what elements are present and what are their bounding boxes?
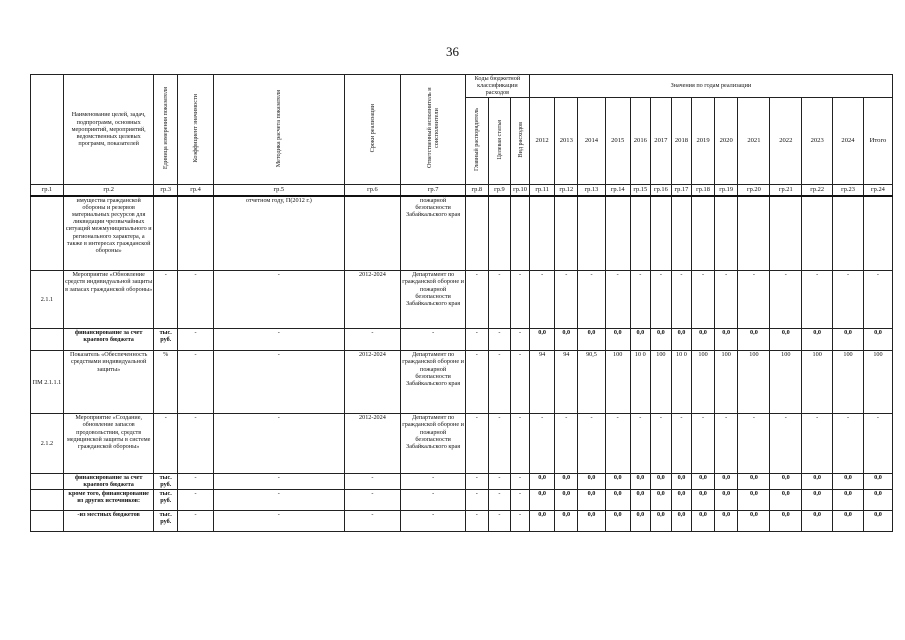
cell-c8: -: [466, 490, 489, 511]
header-col-8: [466, 97, 489, 184]
cell-year-value: [738, 196, 770, 271]
cell-year-value: [833, 196, 864, 271]
cell-year-value: -: [671, 271, 692, 329]
header-col-5-text: Методика расчета показателя: [275, 89, 283, 167]
header-col-4: [178, 75, 214, 185]
cell-c1: [31, 490, 64, 511]
cell-year-value: -: [692, 414, 715, 474]
cell-year-value: 0,0: [863, 329, 892, 351]
cell-year-value: 0,0: [738, 490, 770, 511]
header-col-4-text: Коэффициент значимости: [192, 93, 200, 163]
cell-year-value: 100: [833, 351, 864, 414]
cell-year-value: 100: [802, 351, 833, 414]
cell-year-value: 0,0: [770, 329, 802, 351]
cell-year-value: 0,0: [555, 490, 578, 511]
cell-year-value: -: [714, 271, 738, 329]
cell-c5: -: [214, 414, 345, 474]
cell-c2: -из местных бюджетов: [63, 511, 154, 532]
cell-year-value: -: [630, 271, 651, 329]
cell-c8: -: [466, 474, 489, 490]
cell-year-value: 100: [738, 351, 770, 414]
cell-year-value: -: [692, 271, 715, 329]
cell-year-value: 0,0: [802, 490, 833, 511]
cell-year-value: -: [863, 414, 892, 474]
cell-c10: -: [511, 474, 530, 490]
cell-c3: тыс. руб.: [154, 474, 178, 490]
header-col-10: [511, 97, 530, 184]
cell-c10: [511, 196, 530, 271]
header-budget-codes: Коды бюджетной классификации расходов: [466, 75, 530, 98]
cell-year-value: -: [770, 271, 802, 329]
gr-cell: гр.10: [511, 184, 530, 196]
cell-c1: [31, 196, 64, 271]
cell-year-value: 94: [529, 351, 555, 414]
cell-year-value: -: [833, 414, 864, 474]
cell-year-value: 0,0: [555, 329, 578, 351]
cell-year-value: [770, 196, 802, 271]
gr-cell: гр.24: [863, 184, 892, 196]
cell-c5: -: [214, 329, 345, 351]
gr-cell: гр.19: [714, 184, 738, 196]
cell-c6: -: [344, 329, 401, 351]
cell-c7: пожарной безопасности Забайкальского края: [401, 196, 466, 271]
cell-year-value: [692, 196, 715, 271]
cell-year-value: -: [671, 414, 692, 474]
gr-cell: гр.11: [529, 184, 555, 196]
table-row: [31, 474, 893, 490]
cell-year-value: -: [578, 271, 606, 329]
header-year: 2022: [770, 97, 802, 184]
cell-c2: имущества гражданской обороны и резервов материальных ресурсов для ликвидации чрезвычайных ситуаций межмуниципального и регионального характера, а также в интересах гражданской обороны»: [63, 196, 154, 271]
cell-c3: %: [154, 351, 178, 414]
cell-c1: 2.1.2: [31, 414, 64, 474]
cell-c4: -: [178, 474, 214, 490]
cell-year-value: 100: [692, 351, 715, 414]
cell-c10: -: [511, 414, 530, 474]
cell-year-value: 0,0: [578, 490, 606, 511]
cell-year-value: [555, 196, 578, 271]
cell-year-value: 0,0: [630, 474, 651, 490]
header-col-3: [154, 75, 178, 185]
gr-cell: гр.14: [605, 184, 630, 196]
cell-year-value: 0,0: [630, 511, 651, 532]
gr-cell: гр.22: [802, 184, 833, 196]
cell-year-value: 0,0: [738, 474, 770, 490]
cell-year-value: -: [529, 271, 555, 329]
gr-cell: гр.16: [651, 184, 672, 196]
cell-c6: -: [344, 474, 401, 490]
header-years-title: Значения по годам реализации: [529, 75, 892, 98]
header-year: 2017: [651, 97, 672, 184]
cell-c8: [466, 196, 489, 271]
cell-c4: -: [178, 351, 214, 414]
cell-year-value: [671, 196, 692, 271]
cell-c9: -: [488, 511, 511, 532]
cell-year-value: 0,0: [651, 329, 672, 351]
cell-c7: -: [401, 511, 466, 532]
cell-c9: -: [488, 414, 511, 474]
cell-c1: 2.1.1: [31, 271, 64, 329]
cell-year-value: [863, 196, 892, 271]
cell-c2: финансирование за счет краевого бюджета: [63, 329, 154, 351]
table-body: [31, 196, 893, 532]
cell-c6: -: [344, 490, 401, 511]
cell-year-value: 0,0: [578, 329, 606, 351]
cell-c6: 2012-2024: [344, 351, 401, 414]
cell-year-value: -: [605, 414, 630, 474]
cell-c9: -: [488, 351, 511, 414]
gr-cell: гр.5: [214, 184, 345, 196]
cell-year-value: 100: [714, 351, 738, 414]
cell-year-value: 0,0: [630, 329, 651, 351]
cell-c5: -: [214, 490, 345, 511]
gr-cell: гр.3: [154, 184, 178, 196]
table-header: [31, 75, 893, 196]
cell-year-value: 0,0: [529, 474, 555, 490]
cell-c7: Департамент по гражданской обороне и пожарной безопасности Забайкальского края: [401, 414, 466, 474]
cell-year-value: 0,0: [692, 329, 715, 351]
cell-year-value: -: [651, 271, 672, 329]
cell-year-value: [605, 196, 630, 271]
cell-c3: [154, 196, 178, 271]
gr-cell: гр.12: [555, 184, 578, 196]
gr-cell: гр.21: [770, 184, 802, 196]
cell-c1: ПМ 2.1.1.1: [31, 351, 64, 414]
cell-c9: -: [488, 271, 511, 329]
cell-c1: [31, 474, 64, 490]
cell-year-value: 0,0: [770, 474, 802, 490]
cell-year-value: -: [630, 414, 651, 474]
cell-year-value: 0,0: [833, 490, 864, 511]
cell-c5: -: [214, 271, 345, 329]
program-table: [30, 74, 893, 532]
header-year: 2020: [714, 97, 738, 184]
cell-c10: -: [511, 511, 530, 532]
cell-c1: [31, 511, 64, 532]
cell-year-value: -: [714, 414, 738, 474]
cell-year-value: 94: [555, 351, 578, 414]
cell-year-value: -: [833, 271, 864, 329]
cell-year-value: -: [651, 414, 672, 474]
cell-year-value: 0,0: [863, 474, 892, 490]
gr-cell: гр.20: [738, 184, 770, 196]
cell-c7: Департамент по гражданской обороне и пожарной безопасности Забайкальского края: [401, 351, 466, 414]
cell-year-value: 100: [651, 351, 672, 414]
header-year: 2014: [578, 97, 606, 184]
header-year: 2016: [630, 97, 651, 184]
cell-c4: [178, 196, 214, 271]
header-year: 2018: [671, 97, 692, 184]
cell-c8: -: [466, 414, 489, 474]
cell-year-value: 0,0: [770, 511, 802, 532]
header-col-6-text: Сроки реализации: [368, 103, 376, 153]
cell-c3: -: [154, 414, 178, 474]
cell-c3: тыс. руб.: [154, 490, 178, 511]
gr-cell: гр.6: [344, 184, 401, 196]
cell-year-value: 0,0: [714, 490, 738, 511]
cell-year-value: -: [863, 271, 892, 329]
gr-cell: гр.1: [31, 184, 64, 196]
cell-c9: -: [488, 474, 511, 490]
cell-year-value: 100: [863, 351, 892, 414]
cell-c10: -: [511, 329, 530, 351]
table-row: [31, 329, 893, 351]
header-total: Итого: [863, 97, 892, 184]
cell-year-value: 0,0: [863, 511, 892, 532]
gr-cell: гр.17: [671, 184, 692, 196]
cell-c3: тыс. руб.: [154, 511, 178, 532]
cell-year-value: -: [738, 414, 770, 474]
cell-c6: 2012-2024: [344, 271, 401, 329]
cell-c9: -: [488, 329, 511, 351]
table-row: [31, 271, 893, 329]
cell-year-value: 100: [605, 351, 630, 414]
cell-year-value: -: [802, 414, 833, 474]
gr-cell: гр.8: [466, 184, 489, 196]
gr-cell: гр.23: [833, 184, 864, 196]
header-year: 2024: [833, 97, 864, 184]
cell-c10: -: [511, 490, 530, 511]
cell-year-value: 100: [770, 351, 802, 414]
cell-year-value: [578, 196, 606, 271]
cell-year-value: -: [738, 271, 770, 329]
header-col-7: [401, 75, 466, 185]
cell-year-value: 90,5: [578, 351, 606, 414]
cell-year-value: 0,0: [738, 329, 770, 351]
cell-year-value: [714, 196, 738, 271]
cell-year-value: 0,0: [555, 474, 578, 490]
cell-year-value: 0,0: [863, 490, 892, 511]
cell-year-value: 0,0: [833, 511, 864, 532]
table-row: [31, 351, 893, 414]
header-col-5: [214, 75, 345, 185]
cell-year-value: 0,0: [529, 490, 555, 511]
cell-year-value: 0,0: [714, 474, 738, 490]
cell-c2: кроме того, финансирование из других источников:: [63, 490, 154, 511]
column-number-row: [31, 184, 893, 196]
header-year: 2019: [692, 97, 715, 184]
cell-year-value: -: [605, 271, 630, 329]
cell-year-value: 0,0: [714, 329, 738, 351]
cell-year-value: 0,0: [555, 511, 578, 532]
page-number: 36: [446, 44, 459, 59]
cell-year-value: 0,0: [651, 511, 672, 532]
cell-c4: -: [178, 414, 214, 474]
header-col-9: [488, 97, 511, 184]
cell-year-value: 0,0: [802, 329, 833, 351]
cell-c6: [344, 196, 401, 271]
cell-year-value: 0,0: [605, 329, 630, 351]
gr-cell: гр.18: [692, 184, 715, 196]
gr-cell: гр.2: [63, 184, 154, 196]
cell-c4: -: [178, 271, 214, 329]
cell-year-value: [802, 196, 833, 271]
cell-year-value: 0,0: [671, 511, 692, 532]
cell-year-value: 0,0: [605, 511, 630, 532]
cell-c8: -: [466, 511, 489, 532]
cell-c8: -: [466, 329, 489, 351]
cell-c5: -: [214, 511, 345, 532]
cell-year-value: 0,0: [770, 490, 802, 511]
cell-year-value: -: [555, 414, 578, 474]
cell-c2: Мероприятие «Обновление средств индивидуальной защиты в запасах гражданской обороны»: [63, 271, 154, 329]
cell-year-value: 0,0: [692, 490, 715, 511]
cell-c8: -: [466, 271, 489, 329]
cell-year-value: -: [770, 414, 802, 474]
header-col-1: [31, 75, 64, 185]
header-year: 2023: [802, 97, 833, 184]
header-col-2-text: Наименование целей, задач, подпрограмм, основных мероприятий, мероприятий, ведомственных целевых программ, показателей: [71, 111, 146, 148]
header-col-2: [63, 75, 154, 185]
cell-c1: [31, 329, 64, 351]
cell-year-value: 0,0: [578, 474, 606, 490]
cell-c9: [488, 196, 511, 271]
header-year: 2021: [738, 97, 770, 184]
cell-year-value: 10 0: [671, 351, 692, 414]
gr-cell: гр.9: [488, 184, 511, 196]
cell-year-value: 0,0: [833, 474, 864, 490]
cell-c3: -: [154, 271, 178, 329]
cell-year-value: 0,0: [529, 511, 555, 532]
cell-year-value: 0,0: [802, 474, 833, 490]
cell-year-value: 0,0: [833, 329, 864, 351]
gr-cell: гр.13: [578, 184, 606, 196]
cell-c7: -: [401, 474, 466, 490]
cell-year-value: 0,0: [714, 511, 738, 532]
header-col-8-text: Главный распорядитель: [473, 108, 481, 171]
cell-c8: -: [466, 351, 489, 414]
cell-c4: -: [178, 490, 214, 511]
cell-c6: -: [344, 511, 401, 532]
cell-c2: Мероприятие «Создание, обновление запасов продовольствия, средств медицинской защиты в системе гражданской обороны»: [63, 414, 154, 474]
table-row: [31, 196, 893, 271]
cell-c10: -: [511, 351, 530, 414]
cell-c9: -: [488, 490, 511, 511]
cell-year-value: 0,0: [802, 511, 833, 532]
cell-c4: -: [178, 511, 214, 532]
cell-c5: -: [214, 474, 345, 490]
cell-year-value: 0,0: [692, 511, 715, 532]
cell-c6: 2012-2024: [344, 414, 401, 474]
header-col-9-text: Целевая статья: [495, 119, 503, 160]
header-col-10-text: Вид расходов: [516, 121, 524, 158]
gr-cell: гр.7: [401, 184, 466, 196]
gr-cell: гр.4: [178, 184, 214, 196]
cell-year-value: 0,0: [630, 490, 651, 511]
cell-year-value: 0,0: [692, 474, 715, 490]
header-year: 2015: [605, 97, 630, 184]
header-col-6: [344, 75, 401, 185]
cell-year-value: [651, 196, 672, 271]
cell-year-value: 0,0: [529, 329, 555, 351]
cell-c2: финансирование за счет краевого бюджета: [63, 474, 154, 490]
table-row: [31, 511, 893, 532]
cell-year-value: 0,0: [671, 329, 692, 351]
cell-c4: -: [178, 329, 214, 351]
cell-c5: отчетном году, П(2012 г.): [214, 196, 345, 271]
cell-year-value: 0,0: [671, 474, 692, 490]
table-row: [31, 490, 893, 511]
cell-year-value: 0,0: [605, 474, 630, 490]
header-year: 2012: [529, 97, 555, 184]
header-col-7-text: Ответственный исполнитель и соисполнители: [426, 87, 441, 169]
cell-year-value: -: [578, 414, 606, 474]
gr-cell: гр.15: [630, 184, 651, 196]
cell-year-value: 0,0: [578, 511, 606, 532]
header-col-3-text: Единица измерения показателя: [162, 87, 170, 170]
cell-year-value: -: [555, 271, 578, 329]
cell-year-value: 10 0: [630, 351, 651, 414]
cell-c3: тыс. руб.: [154, 329, 178, 351]
cell-year-value: 0,0: [605, 490, 630, 511]
cell-year-value: 0,0: [738, 511, 770, 532]
cell-c7: Департамент по гражданской обороне и пожарной безопасности Забайкальского края: [401, 271, 466, 329]
table-row: [31, 414, 893, 474]
cell-c7: -: [401, 490, 466, 511]
cell-c2: Показатель «Обеспеченность средствами индивидуальной защиты»: [63, 351, 154, 414]
cell-year-value: 0,0: [671, 490, 692, 511]
cell-year-value: 0,0: [651, 474, 672, 490]
header-year: 2013: [555, 97, 578, 184]
cell-c5: -: [214, 351, 345, 414]
cell-year-value: -: [529, 414, 555, 474]
cell-c7: -: [401, 329, 466, 351]
cell-year-value: 0,0: [651, 490, 672, 511]
cell-year-value: [630, 196, 651, 271]
cell-c10: -: [511, 271, 530, 329]
cell-year-value: -: [802, 271, 833, 329]
cell-year-value: [529, 196, 555, 271]
